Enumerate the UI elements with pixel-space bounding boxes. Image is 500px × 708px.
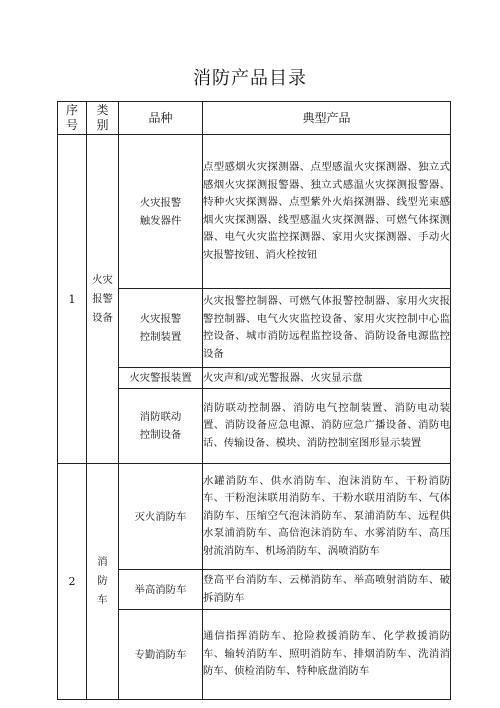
variety-cell: 消防联动 控制设备 <box>119 389 203 464</box>
category-cell: 火灾 报警 设备 <box>87 135 119 464</box>
header-variety: 品种 <box>119 102 203 135</box>
variety-cell: 专勤消防车 <box>119 610 203 700</box>
row-number: 2 <box>58 464 87 700</box>
table-row <box>58 464 451 570</box>
variety-cell: 举高消防车 <box>119 570 203 610</box>
products-cell: 水罐消防车、供水消防车、泡沫消防车、干粉消防车、干粉泡沫联用消防车、干粉水联用消防车、气体消防车、压缩空气泡沫消防车、泵浦消防车、远程供水泵浦消防车、高倍泡沫消防车、水雾消防车、高压射流消防车、机场消防车、涡喷消防车 <box>203 464 451 570</box>
products-cell: 消防联动控制器、消防电气控制装置、消防电动装置、消防设备应急电源、消防应急广播设备、消防电话、传输设备、模块、消防控制室图形显示装置 <box>203 389 451 464</box>
header-products: 典型产品 <box>203 102 451 135</box>
header-category: 类 别 <box>87 102 119 135</box>
products-cell: 点型感烟火灾探测器、点型感温火灾探测器、独立式感烟火灾探测报警器、独立式感温火灾探测报警器、特种火灾探测器、点型紫外火焰探测器、线型光束感烟火灾探测器、线型感温火灾探测器、可燃气体探测器、电气火灾监控探测器、家用火灾探测器、手动火灾报警按钮、消火栓按钮 <box>203 135 451 289</box>
product-catalog-table <box>57 101 451 700</box>
table-row <box>58 135 451 289</box>
products-cell: 火灾报警控制器、可燃气体报警控制器、家用火灾报警控制器、电气火灾监控设备、家用火灾控制中心监控设备、城市消防远程监控设备、消防设备电源监控设备 <box>203 289 451 368</box>
products-cell: 火灾声和/或光警报器、火灾显示盘 <box>203 368 451 389</box>
page-title: 消防产品目录 <box>193 68 307 89</box>
variety-cell: 火灾警报装置 <box>119 368 203 389</box>
products-cell: 通信指挥消防车、抢险救援消防车、化学救援消防车、输转消防车、照明消防车、排烟消防车、洗消消防车、侦检消防车、特种底盘消防车 <box>203 610 451 700</box>
header-seq: 序 号 <box>58 102 87 135</box>
category-cell: 消 防 车 <box>87 464 119 700</box>
variety-cell: 灭火消防车 <box>119 464 203 570</box>
variety-cell: 火灾报警 控制装置 <box>119 289 203 368</box>
table-header-row <box>58 102 451 135</box>
products-cell: 登高平台消防车、云梯消防车、举高喷射消防车、破拆消防车 <box>203 570 451 610</box>
variety-cell: 火灾报警 触发器件 <box>119 135 203 289</box>
row-number: 1 <box>58 135 87 464</box>
